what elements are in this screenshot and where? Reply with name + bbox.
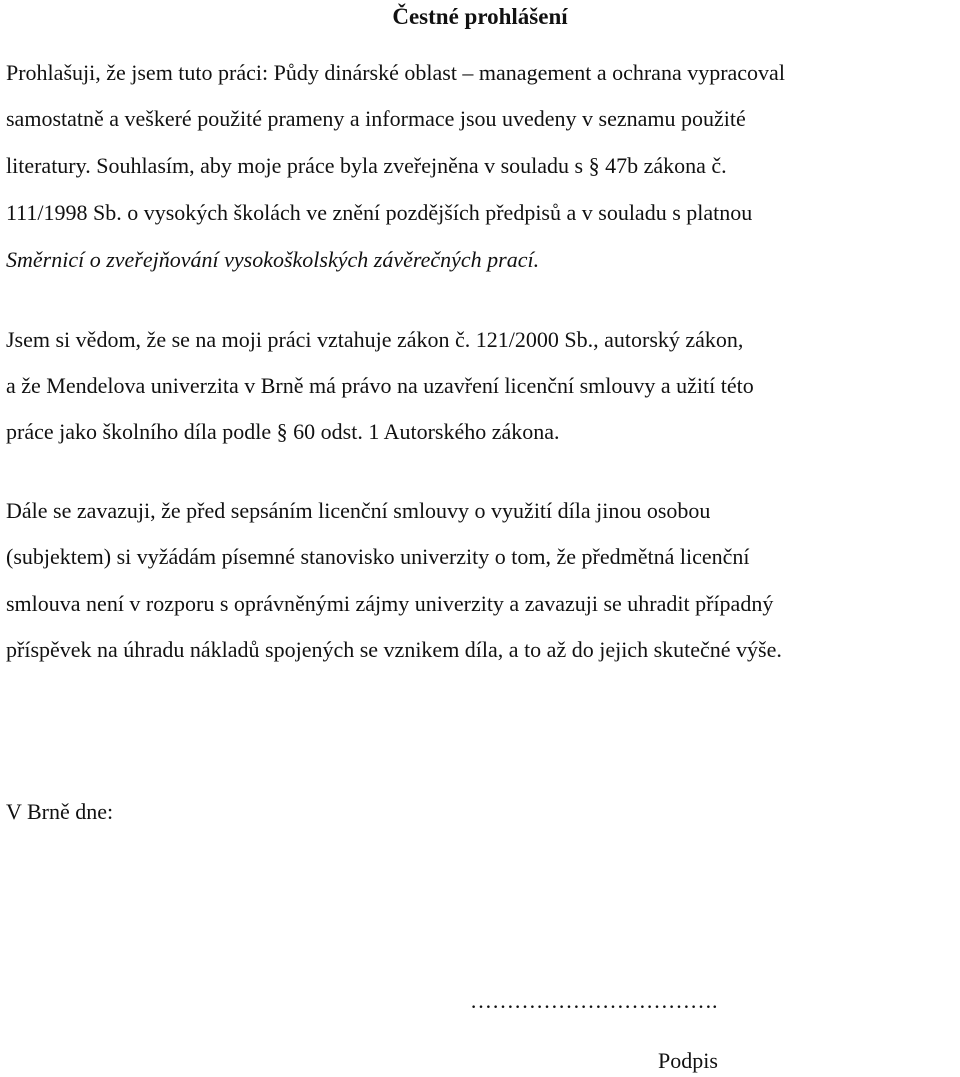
paragraph3-line1: Dále se zavazuji, že před sepsáním licenční smlouvy o využití díla jinou osobou	[6, 498, 711, 523]
paragraph1-line5: Směrnicí o zveřejňování vysokoškolských závěrečných prací.	[6, 247, 540, 272]
paragraph1-line3: literatury. Souhlasím, aby moje práce byla zveřejněna v souladu s § 47b zákona č.	[6, 153, 727, 178]
signature-label: Podpis	[658, 1048, 718, 1073]
paragraph2-line3: práce jako školního díla podle § 60 odst. 1 Autorského zákona.	[6, 419, 560, 444]
paragraph3-line4: příspěvek na úhradu nákladů spojených se vznikem díla, a to až do jejich skutečné výše.	[6, 637, 782, 662]
paragraph1-line2: samostatně a veškeré použité prameny a informace jsou uvedeny v seznamu použité	[6, 106, 746, 131]
paragraph3-line3: smlouva není v rozporu s oprávněnými zájmy univerzity a zavazuji se uhradit případný	[6, 591, 774, 616]
paragraph2-line1: Jsem si vědom, že se na moji práci vztahuje zákon č. 121/2000 Sb., autorský zákon,	[6, 327, 744, 352]
page-title: Čestné prohlášení	[392, 4, 568, 29]
signature-line: …………………………….	[470, 988, 718, 1013]
place-date-label: V Brně dne:	[6, 799, 114, 824]
paragraph1-line1: Prohlašuji, že jsem tuto práci: Půdy dinárské oblast – management a ochrana vypracoval	[6, 60, 785, 85]
paragraph3-line2: (subjektem) si vyžádám písemné stanovisko univerzity o tom, že předmětná licenční	[6, 544, 750, 569]
paragraph1-line4: 111/1998 Sb. o vysokých školách ve znění pozdějších předpisů a v souladu s platnou	[6, 200, 753, 225]
paragraph2-line2: a že Mendelova univerzita v Brně má právo na uzavření licenční smlouvy a užití této	[6, 373, 754, 398]
